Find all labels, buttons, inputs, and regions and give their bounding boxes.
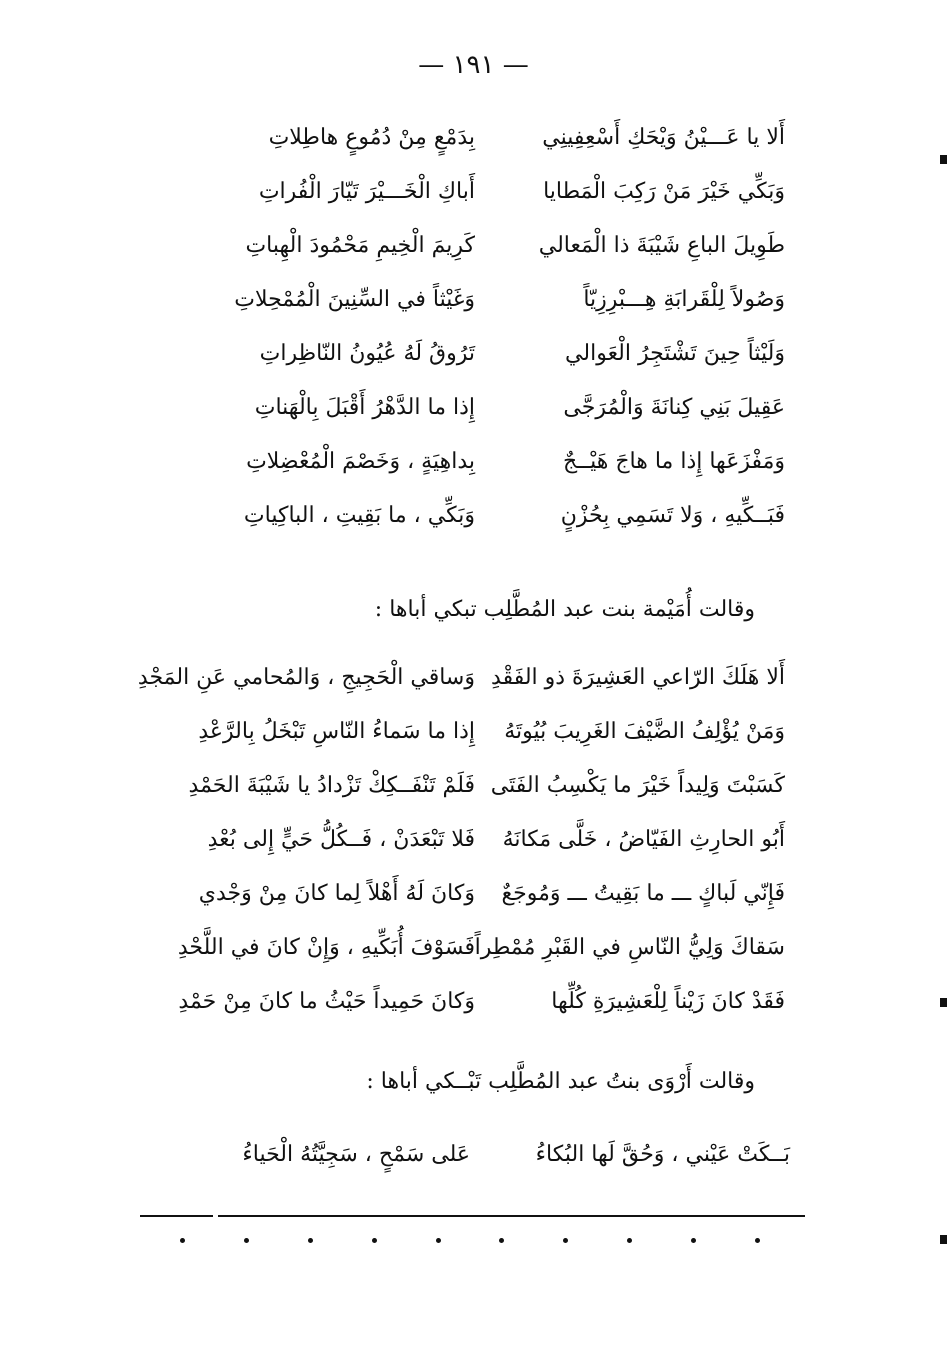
poem-2-intro: وقالت أُمَيْمة بنت عبد المُطَّلِب تبكي أباها : — [374, 597, 755, 622]
second-hemistich: بِداهِيَةٍ ، وَخَصْمَ الْمُعْضِلاتِ — [246, 449, 475, 474]
first-hemistich: كَسَبْتَ وَلِيداً خَيْرَ ما يَكْسِبُ الفَتَى — [490, 773, 785, 798]
verse — [185, 118, 785, 172]
first-hemistich: سَقاكَ وَلِيُّ النّاسِ في القَبْرِ مُمْطِراً — [474, 935, 785, 960]
second-hemistich: فَسَوْفَ أُبَكِّيهِ ، وَإِنْ كانَ في اللَّحْدِ — [177, 935, 475, 960]
second-hemistich: كَرِيمَ الْخِيمِ مَحْمُودَ الْهِباتِ — [245, 233, 475, 258]
first-hemistich: فَإِنّي لَباكٍ ـــ ما بَقِيتُ ـــ وَمُوجَعٌ — [501, 881, 785, 906]
second-hemistich: تَرُوقُ لَهُ عُيُونُ النّاظِراتِ — [259, 341, 475, 366]
separator-dot — [691, 1238, 696, 1243]
verse — [185, 874, 785, 928]
edge-mark — [940, 155, 947, 164]
first-hemistich: عَقِيلَ بَنِي كِنانَةَ وَالْمُرَجَّى — [563, 395, 785, 420]
first-hemistich: بَــكَتْ عَيْني ، وَحُقَّ لَها البُكاءُ — [535, 1142, 790, 1167]
first-hemistich: طَوِيلَ الباعِ شَيْبَةَ ذا الْمَعالي — [538, 233, 785, 258]
second-hemistich: وَبَكِّي ، ما بَقِيتِ ، الباكِياتِ — [243, 503, 475, 528]
separator-dot — [563, 1238, 568, 1243]
edge-mark — [940, 1235, 947, 1244]
dotted-separator — [180, 1238, 760, 1243]
first-hemistich: أَبُو الحارِثِ الفَيّاضُ ، خَلَّى مَكانَهُ — [502, 827, 785, 852]
first-hemistich: وَمَنْ يُؤْلِفُ الضَّيْفَ الغَرِيبَ بُيُوتَهُ — [504, 719, 785, 744]
first-hemistich: وَبَكِّي خَيْرَ مَنْ رَكِبَ الْمَطايا — [543, 179, 785, 204]
verse — [185, 820, 785, 874]
verse — [137, 658, 785, 712]
second-hemistich: أَباكِ الْخَـــيْرَ تَيّارَ الْفُراتِ — [258, 179, 475, 204]
poem-3-verse — [150, 1135, 790, 1179]
first-hemistich: وَصُولاً لِلْقَرابَةِ هِـــبْرِزِيّاً — [583, 287, 785, 312]
separator-dot — [308, 1238, 313, 1243]
verse — [178, 982, 785, 1036]
edge-mark — [940, 998, 947, 1007]
first-hemistich: وَمَفْزَعَها إِذا ما هاجَ هَيْــجٌ — [563, 449, 785, 474]
poem-2 — [137, 658, 785, 1036]
separator-dot — [755, 1238, 760, 1243]
poem-3-intro: وقالت أَرْوَى بنتُ عبد المُطَّلِب تَبْــكي أباها : — [366, 1069, 755, 1094]
second-hemistich: وَكانَ لَهُ أَهْلاً لِما كانَ مِنْ وَجْدي — [198, 881, 475, 906]
first-hemistich: أَلا هَلَكَ الرّاعي العَشِيرَةَ ذو الفَقْدِ — [491, 665, 785, 690]
separator-dot — [499, 1238, 504, 1243]
verse — [185, 712, 785, 766]
verse — [185, 496, 785, 550]
first-hemistich: فَبَــكِّيهِ ، وَلا تَسَمِي بِحُزْنٍ — [560, 503, 785, 528]
separator-dot — [244, 1238, 249, 1243]
separator-dot — [372, 1238, 377, 1243]
verse — [185, 442, 785, 496]
second-hemistich: وَكانَ حَمِيداً حَيْثُ ما كانَ مِنْ حَمْدِ — [178, 989, 475, 1014]
verse — [185, 226, 785, 280]
first-hemistich: وَلَيْثاً حِينَ تَشْتَجِرُ الْعَوالي — [565, 341, 785, 366]
first-hemistich: فَقَدْ كانَ زَيْناً لِلْعَشِيرَةِ كُلِّها — [551, 989, 785, 1014]
poem-1 — [185, 118, 785, 550]
verse — [185, 280, 785, 334]
second-hemistich: فَلَمْ تَنْفَــكِكْ تَزْدادُ يا شَيْبَةَ الحَمْدِ — [188, 773, 475, 798]
separator-dot — [436, 1238, 441, 1243]
page-number: — ١٩١ — — [418, 50, 529, 80]
verse — [185, 172, 785, 226]
first-hemistich: أَلا يا عَـــيْنُ وَيْحَكِ أَسْعِفِينِي — [542, 125, 785, 150]
second-hemistich: إِذا ما سَماءُ النّاسِ تَبْخَلُ بِالرَّعْدِ — [198, 719, 475, 744]
footnote-rule-long — [218, 1215, 805, 1217]
verse — [185, 766, 785, 820]
second-hemistich: بِدَمْعٍ مِنْ دُمُوعٍ هاطِلاتِ — [268, 125, 475, 150]
verse — [177, 928, 785, 982]
second-hemistich: وَغَيْثاً في السِّنِينَ الْمُمْحِلاتِ — [234, 287, 475, 312]
second-hemistich: فَلا تَبْعَدَنْ ، فَــكُلُّ حَيٍّ إِلى بُعْدِ — [207, 827, 475, 852]
second-hemistich: إِذا ما الدَّهْرُ أَقْبَلَ بِالْهَناتِ — [254, 395, 475, 420]
separator-dot — [180, 1238, 185, 1243]
second-hemistich: وَساقي الْحَجِيجِ ، وَالمُحامي عَنِ المَجْدِ — [137, 665, 475, 690]
footnote-rule-short — [140, 1215, 213, 1217]
verse — [185, 334, 785, 388]
second-hemistich: عَلى سَمْحٍ ، سَجِيَّتُهُ الْحَياءُ — [242, 1142, 470, 1167]
separator-dot — [627, 1238, 632, 1243]
verse — [185, 388, 785, 442]
